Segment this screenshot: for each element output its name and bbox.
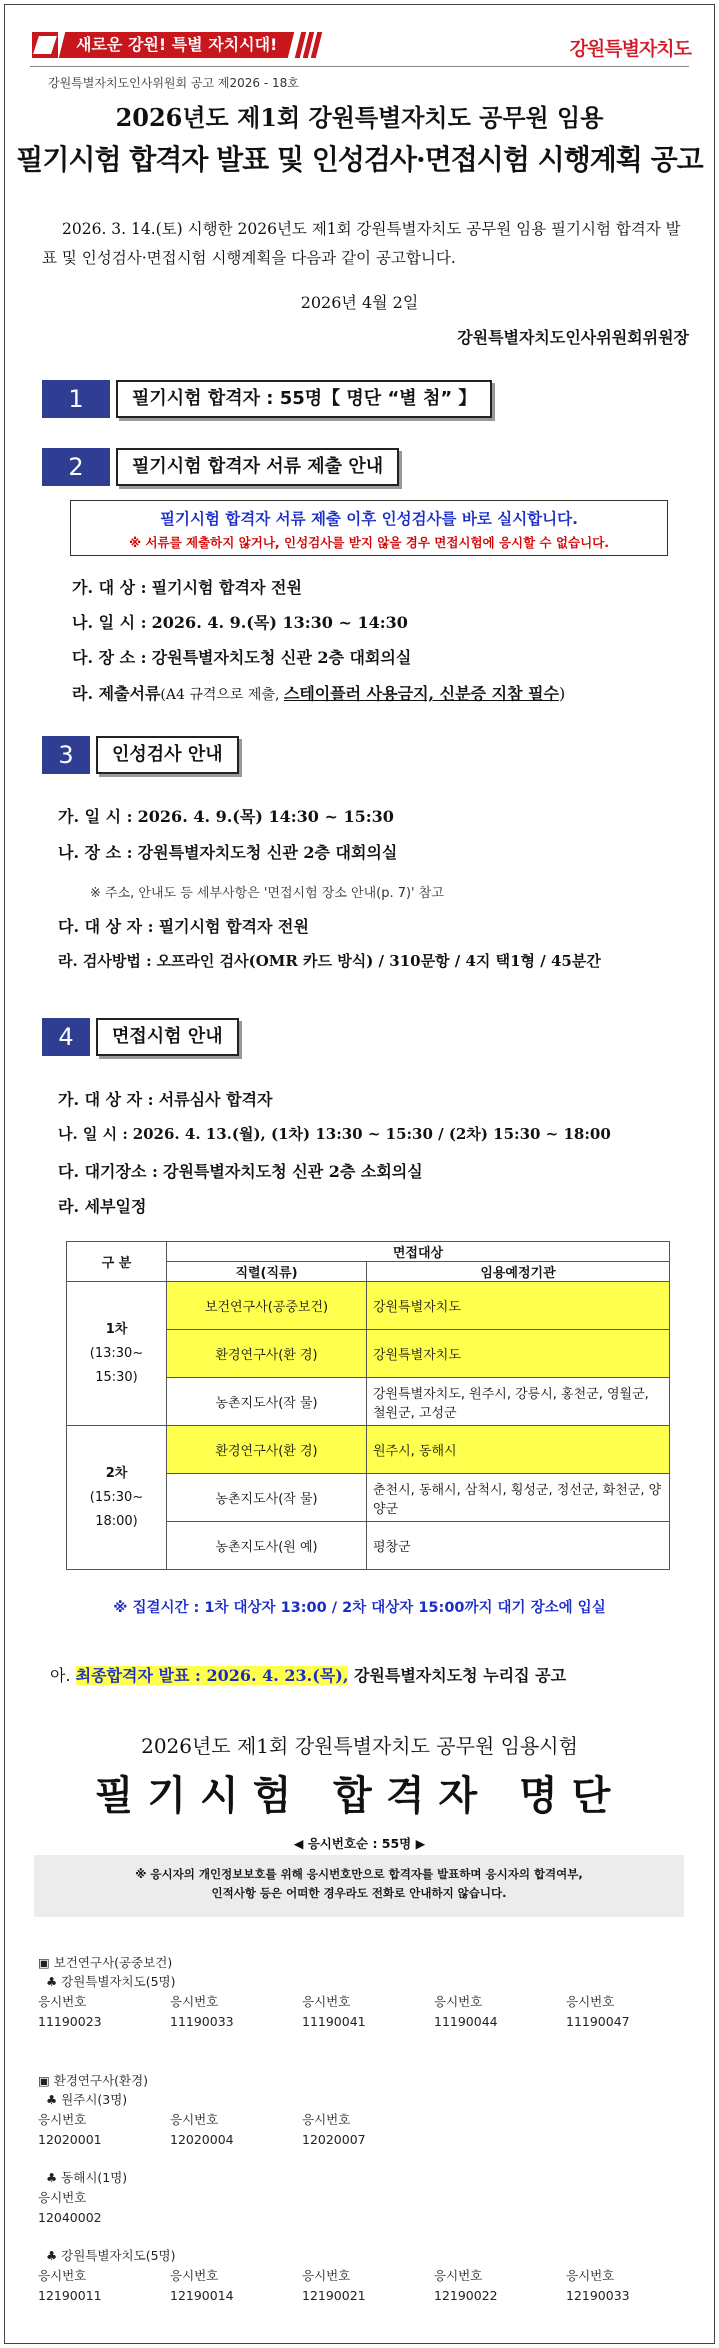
slogan-banner [32,30,319,60]
signer: 강원특별자치도인사위원회위원장 [457,328,689,347]
exam-number: 11190044 [434,2014,498,2029]
section-4-label: 면접시험 안내 [96,1018,239,1056]
column-header-exam-number: 응시번호 [170,2268,219,2283]
subgroup-title: ♣ 강원특별자치도(5명) [46,2248,176,2263]
section-2-header [42,448,399,486]
page-title-line2: 필기시험 합격자 발표 및 인성검사·면접시험 시행계획 공고 [16,143,703,176]
table-row-org: 춘천시, 동해시, 삼척시, 횡성군, 정선군, 화천군, 양양군 [367,1474,670,1522]
column-header-exam-number: 응시번호 [302,1994,351,2009]
th-position: 직렬(직류) [167,1262,367,1282]
sec3-item-c: 다. 대 상 자 : 필기시험 합격자 전원 [58,917,309,936]
final-announcement: 아. 최종합격자 발표 : 2026. 4. 23.(목), 강원특별자치도청 누리집 공고 [50,1666,567,1685]
table-row-position: 환경연구사(환 경) [167,1426,367,1474]
sec4-item-a: 가. 대 상 자 : 서류심사 합격자 [58,1090,273,1109]
table-row-org: 강원특별자치도 [367,1330,670,1378]
sec2-item-a: 가. 대 상 : 필기시험 합격자 전원 [72,578,302,597]
slogan-stripes [295,32,319,58]
group-2-name: 2차 [105,1465,128,1481]
subgroup-title: ♣ 강원특별자치도(5명) [46,1974,176,1989]
section-3-label: 인성검사 안내 [96,736,239,774]
sec3-note: ※ 주소, 안내도 등 세부사항은 '면접시험 장소 안내(p. 7)' 참고 [90,886,444,901]
exam-number: 12190021 [302,2288,366,2303]
exam-number: 11190023 [38,2014,102,2029]
table-row-position: 보건연구사(공중보건) [167,1282,367,1330]
exam-number: 11190047 [566,2014,630,2029]
subgroup-title: ♣ 동해시(1명) [46,2170,128,2185]
column-header-exam-number: 응시번호 [38,2268,87,2283]
column-header-exam-number: 응시번호 [38,2112,87,2127]
exam-number: 12020004 [170,2132,234,2147]
group-1-time-end: 15:30) [95,1369,138,1385]
section-4-header [42,1018,239,1056]
table-row-position: 농촌지도사(원 예) [167,1522,367,1570]
section-1-label: 필기시험 합격자 : 55명【 명단 “별 첨” 】 [116,380,492,418]
notice-number: 강원특별자치도인사위원회 공고 제2026 - 18호 [48,76,299,90]
group-1-name: 1차 [105,1321,128,1337]
th-target: 면접대상 [167,1242,670,1262]
page-title-line1: 2026년도 제1회 강원특별자치도 공무원 임용 [115,103,604,132]
sec3-item-a: 가. 일 시 : 2026. 4. 9.(목) 14:30 ~ 15:30 [58,807,394,826]
sec2-item-c: 다. 장 소 : 강원특별자치도청 신관 2층 대회의실 [72,648,412,667]
exam-number: 12190033 [566,2288,630,2303]
table-row-position: 환경연구사(환 경) [167,1330,367,1378]
sec4-item-b: 나. 일 시 : 2026. 4. 13.(월), (1차) 13:30 ~ 15:30 / (2차) 15:30 ~ 18:00 [58,1125,611,1143]
sec4-item-d: 라. 세부일정 [58,1197,147,1216]
column-header-exam-number: 응시번호 [38,2190,87,2205]
table-row-org: 강원특별자치도 [367,1282,670,1330]
group-1-time-start: (13:30~ [89,1345,144,1361]
exam-number: 12190014 [170,2288,234,2303]
gangwon-logo: 강원특별자치도 [569,38,691,60]
table-row-org: 평창군 [367,1522,670,1570]
table-row-org: 원주시, 동해시 [367,1426,670,1474]
sec3-item-b: 나. 장 소 : 강원특별자치도청 신관 2층 대회의실 [58,843,398,862]
group-1-cell [67,1282,167,1426]
section-2-number: 2 [42,448,110,486]
table-row-position: 농촌지도사(작 물) [167,1474,367,1522]
table-row-org: 강원특별자치도, 원주시, 강릉시, 홍천군, 영월군, 철원군, 고성군 [367,1378,670,1426]
group-title: ▣ 보건연구사(공중보건) [38,1955,173,1970]
exam-number: 12040002 [38,2210,102,2225]
submission-notice-line1: 필기시험 합격자 서류 제출 이후 인성검사를 바로 실시합니다. [160,510,578,528]
list-title-line1: 2026년도 제1회 강원특별자치도 공무원 임용시험 [141,1734,578,1758]
table-row-position: 농촌지도사(작 물) [167,1378,367,1426]
exam-number: 12190011 [38,2288,102,2303]
sec3-item-d: 라. 검사방법 : 오프라인 검사(OMR 카드 방식) / 310문항 / 4지 택1형 / 45분간 [58,952,601,970]
sec2-item-b: 나. 일 시 : 2026. 4. 9.(목) 13:30 ~ 14:30 [72,613,408,632]
exam-number: 11190041 [302,2014,366,2029]
section-4-number: 4 [42,1018,90,1056]
column-header-exam-number: 응시번호 [302,2112,351,2127]
submission-notice-line2: ※ 서류를 제출하지 않거나, 인성검사를 받지 않을 경우 면접시험에 응시할 수 없습니다. [128,535,610,550]
intro-paragraph: 2026. 3. 14.(토) 시행한 2026년도 제1회 강원특별자치도 공무원 임용 필기시험 합격자 발표 및 인성검사·면접시험 시행계획을 다음과 같이 공고합니다. [42,220,681,267]
privacy-notice: ※ 응시자의 개인정보보호를 위해 응시번호만으로 합격자를 발표하며 응시자의 합격여부, 인적사항 등은 어떠한 경우라도 전화로 안내하지 않습니다. [34,1855,684,1917]
section-3-number: 3 [42,736,90,774]
exam-number: 12190022 [434,2288,498,2303]
section-1-number: 1 [42,380,110,418]
exam-number: 11190033 [170,2014,234,2029]
exam-number: 12020007 [302,2132,366,2147]
th-group: 구 분 [67,1242,167,1282]
sec4-item-c: 다. 대기장소 : 강원특별자치도청 신관 2층 소회의실 [58,1162,423,1181]
subgroup-title: ♣ 원주시(3명) [46,2092,128,2107]
section-1-header [42,380,492,418]
gathering-time-notice: ※ 집결시간 : 1차 대상자 13:00 / 2차 대상자 15:00까지 대기 장소에 입실 [113,1600,606,1616]
header-divider [30,66,689,67]
column-header-exam-number: 응시번호 [566,1994,615,2009]
group-2-time-start: (15:30~ [89,1489,144,1505]
section-3-header [42,736,239,774]
column-header-exam-number: 응시번호 [434,2268,483,2283]
column-header-exam-number: 응시번호 [170,2112,219,2127]
group-2-cell [67,1426,167,1570]
list-count: ◀ 응시번호순 : 55명 ▶ [293,1836,426,1851]
list-title-line2: 필기시험 합격자 명단 [94,1772,625,1819]
notice-date: 2026년 4월 2일 [300,293,419,312]
group-2-time-end: 18:00) [95,1513,138,1529]
section-2-label: 필기시험 합격자 서류 제출 안내 [116,448,399,486]
sec2-item-d: 라. 제출서류(A4 규격으로 제출, 스테이플러 사용금지, 신분증 지참 필수) [72,684,566,703]
column-header-exam-number: 응시번호 [38,1994,87,2009]
column-header-exam-number: 응시번호 [434,1994,483,2009]
column-header-exam-number: 응시번호 [566,2268,615,2283]
slogan-flag-icon [32,32,58,58]
exam-number: 12020001 [38,2132,102,2147]
interview-schedule-table [66,1241,670,1570]
group-title: ▣ 환경연구사(환경) [38,2073,149,2088]
th-org: 임용예정기관 [367,1262,670,1282]
submission-notice-box [70,500,668,556]
column-header-exam-number: 응시번호 [170,1994,219,2009]
column-header-exam-number: 응시번호 [302,2268,351,2283]
slogan-text: 새로운 강원! 특별 자치시대! [76,35,278,54]
